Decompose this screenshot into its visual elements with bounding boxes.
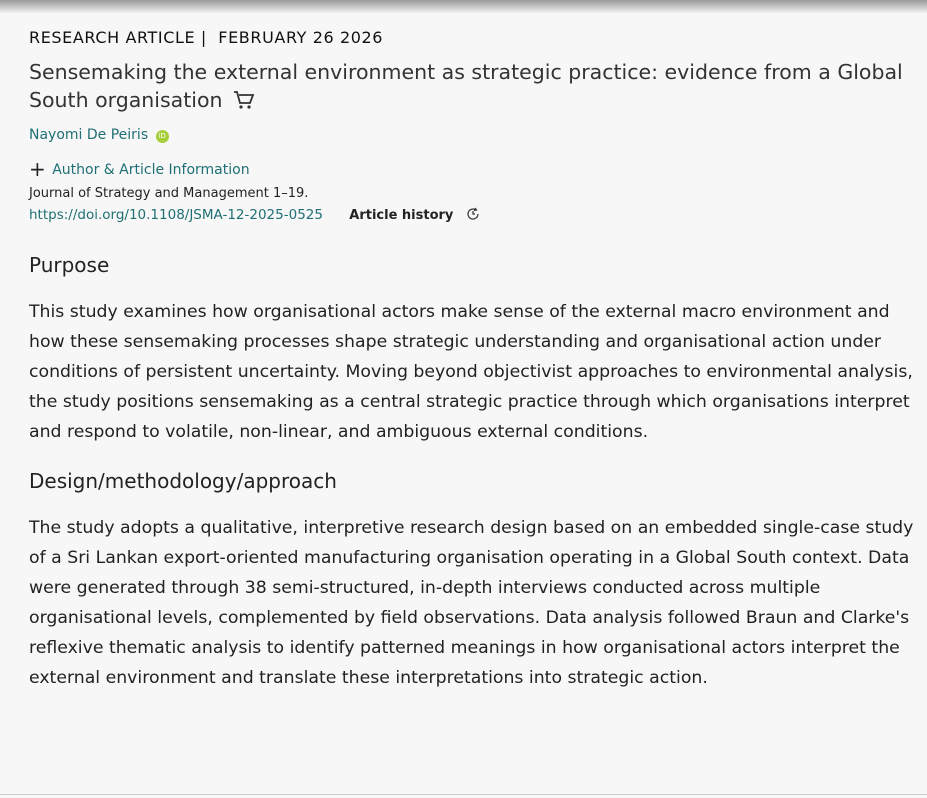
author-info-toggle[interactable] (29, 157, 919, 181)
section-body-purpose: This study examines how organisational actors make sense of the external macro environment and how these sensemaking processes shape strategic understanding and organisational action under conditions of persistent uncertainty. Moving beyond objectivist approaches to environmental analysis, the study positions sensemaking as a central strategic practice through which organisations interpret and respond to volatile, non-linear, and ambiguous external conditions. (29, 302, 913, 442)
orcid-icon[interactable]: iD (156, 130, 169, 143)
section-heading-design: Design/methodology/approach (29, 469, 337, 493)
article-history-label: Article history (349, 208, 454, 223)
article-title-block (29, 58, 919, 117)
section-heading-purpose: Purpose (29, 253, 110, 277)
doi-link[interactable]: https://doi.org/10.1108/JSMA-12-2025-0525 (29, 207, 323, 223)
author-row (29, 127, 919, 149)
shopping-cart-icon[interactable] (233, 89, 255, 117)
top-shadow (0, 0, 927, 14)
section-body-design: The study adopts a qualitative, interpretive research design based on an embedded single-case study of a Sri Lankan export-oriented manufacturing organisation operating in a Global South context. Data were generated through 38 semi-structured, in-depth interviews conducted across multiple organisational levels, complemented by field observations. Data analysis followed Braun and Clarke's reflexive thematic analysis to identify patterned meanings in how organisational actors interpret the external environment and translate these interpretations into strategic action. (29, 518, 914, 688)
article-date: FEBRUARY 26 2026 (218, 28, 384, 47)
divider (0, 794, 927, 795)
article-history-button[interactable] (349, 208, 480, 223)
article-title: Sensemaking the external environment as strategic practice: evidence from a Global South organisation (29, 60, 903, 112)
history-icon (458, 208, 480, 223)
article-kicker (29, 28, 919, 50)
author-info-label: Author & Article Information (52, 162, 250, 178)
article-type: RESEARCH ARTICLE (29, 28, 196, 47)
doi-row (29, 207, 919, 223)
author-link[interactable]: Nayomi De Peiris (29, 127, 149, 143)
article-header (29, 28, 919, 693)
plus-icon: + (29, 157, 46, 181)
separator: | (200, 28, 207, 47)
journal-citation: Journal of Strategy and Management 1–19. (29, 186, 309, 201)
